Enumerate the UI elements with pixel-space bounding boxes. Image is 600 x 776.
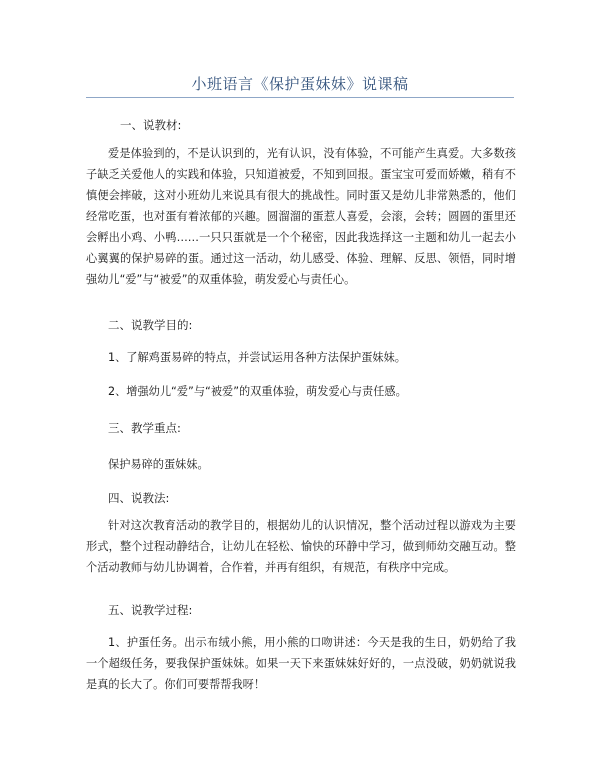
section-paragraph-teaching-process: 1、护蛋任务。出示布绒小熊，用小熊的口吻讲述：今天是我的生日，奶奶给了我一个超级任务，要我保护蛋妹妹。如果一天下来蛋妹妹好好的，一点没破，奶奶就说我是真的长大了。你们可要帮帮我呀！ — [86, 636, 516, 691]
goal-item-1: 1、了解鸡蛋易碎的特点，并尝试运用各种方法保护蛋妹妹。 — [108, 351, 406, 364]
section-paragraph-teaching-method: 针对这次教育活动的教学目的，根据幼儿的认识情况，整个活动过程以游戏为主要形式，整个过程动静结合，让幼儿在轻松、愉快的环静中学习，做到师幼交融互动。整个活动教师与幼儿协调着，合作着，并再有组织，有规范，有秩序中完成。 — [86, 519, 516, 574]
section-heading-teaching-material: 一、说教材: — [120, 118, 182, 132]
section-heading-key-point: 三、教学重点: — [108, 421, 181, 435]
key-point-text: 保护易碎的蛋妹妹。 — [108, 458, 209, 471]
title-divider — [86, 97, 514, 98]
section-heading-teaching-goals: 二、说教学目的: — [108, 318, 193, 332]
page-title: 小班语言《保护蛋妹妹》说课稿 — [191, 75, 409, 93]
section-heading-teaching-process: 五、说教学过程: — [108, 603, 193, 617]
section-heading-teaching-method: 四、说教法: — [108, 491, 170, 505]
section-paragraph-teaching-material: 爱是体验到的，不是认识到的，光有认识，没有体验，不可能产生真爱。大多数孩子缺乏关爱他人的实践和体验，只知道被爱，不知到回报。蛋宝宝可爱而娇嫩，稍有不慎便会摔破，这对小班幼儿来说具有很大的挑战性。同时蛋又是幼儿非常熟悉的，他们经常吃蛋，也对蛋有着浓郁的兴趣。圆溜溜的蛋惹人喜爱，会滚，会转；圆圆的蛋里还会孵出小鸡、小鸭……一只只蛋就是一个个秘密，因此我选择这一主题和幼儿一起去小心翼翼的保护易碎的蛋。通过这一活动，幼儿感受、体验、理解、反思、领悟，同时增强幼儿“爱”与“被爱”的双重体验，萌发爱心与责任心。 — [86, 147, 516, 286]
goal-item-2: 2、增强幼儿“爱”与“被爱”的双重体验，萌发爱心与责任感。 — [108, 385, 407, 398]
